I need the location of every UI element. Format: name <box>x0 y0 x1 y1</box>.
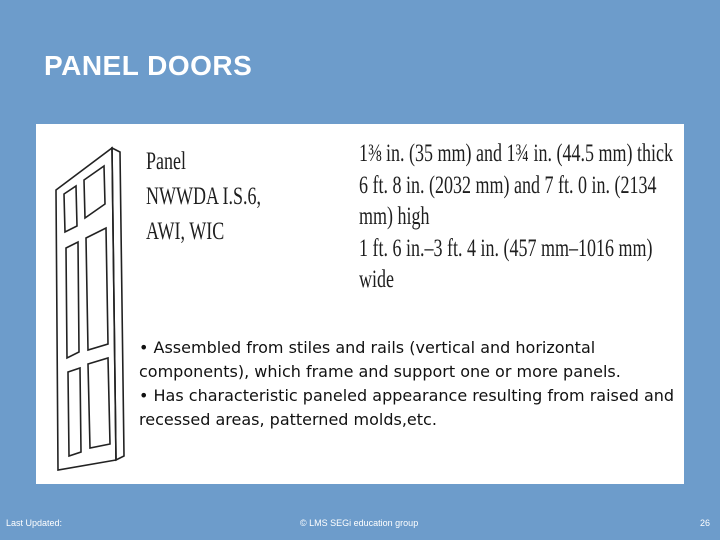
bullet-item: • Assembled from stiles and rails (vertical and horizontal components), which frame and support one or more panels. <box>139 338 621 381</box>
spec-line: 1 ft. 6 in.–3 ft. 4 in. (457 mm–1016 mm) <box>359 234 653 262</box>
spec-dimensions <box>359 138 673 296</box>
slide-title: PANEL DOORS <box>44 50 253 81</box>
spec-line: wide <box>359 266 394 293</box>
spec-line: 6 ft. 8 in. (2032 mm) and 7 ft. 0 in. (2134 <box>359 171 657 199</box>
door-drawing <box>48 144 148 474</box>
spec-line: AWI, WIC <box>146 218 225 245</box>
bullet-list <box>139 336 679 432</box>
spec-line: 1⅜ in. (35 mm) and 1¾ in. (44.5 mm) thick <box>359 140 673 167</box>
page-number: 26 <box>700 518 711 528</box>
bullet-item: • Has characteristic paneled appearance resulting from raised and recessed areas, patterned molds,etc. <box>139 386 675 429</box>
last-updated-label: Last Updated: <box>6 518 63 528</box>
spec-line: mm) high <box>359 203 430 230</box>
spec-line: NWWDA I.S.6, <box>146 183 261 210</box>
spec-standards <box>146 144 261 249</box>
copyright-text: © LMS SEGi education group <box>300 518 419 528</box>
content-panel <box>36 124 684 484</box>
spec-line: Panel <box>146 148 186 175</box>
